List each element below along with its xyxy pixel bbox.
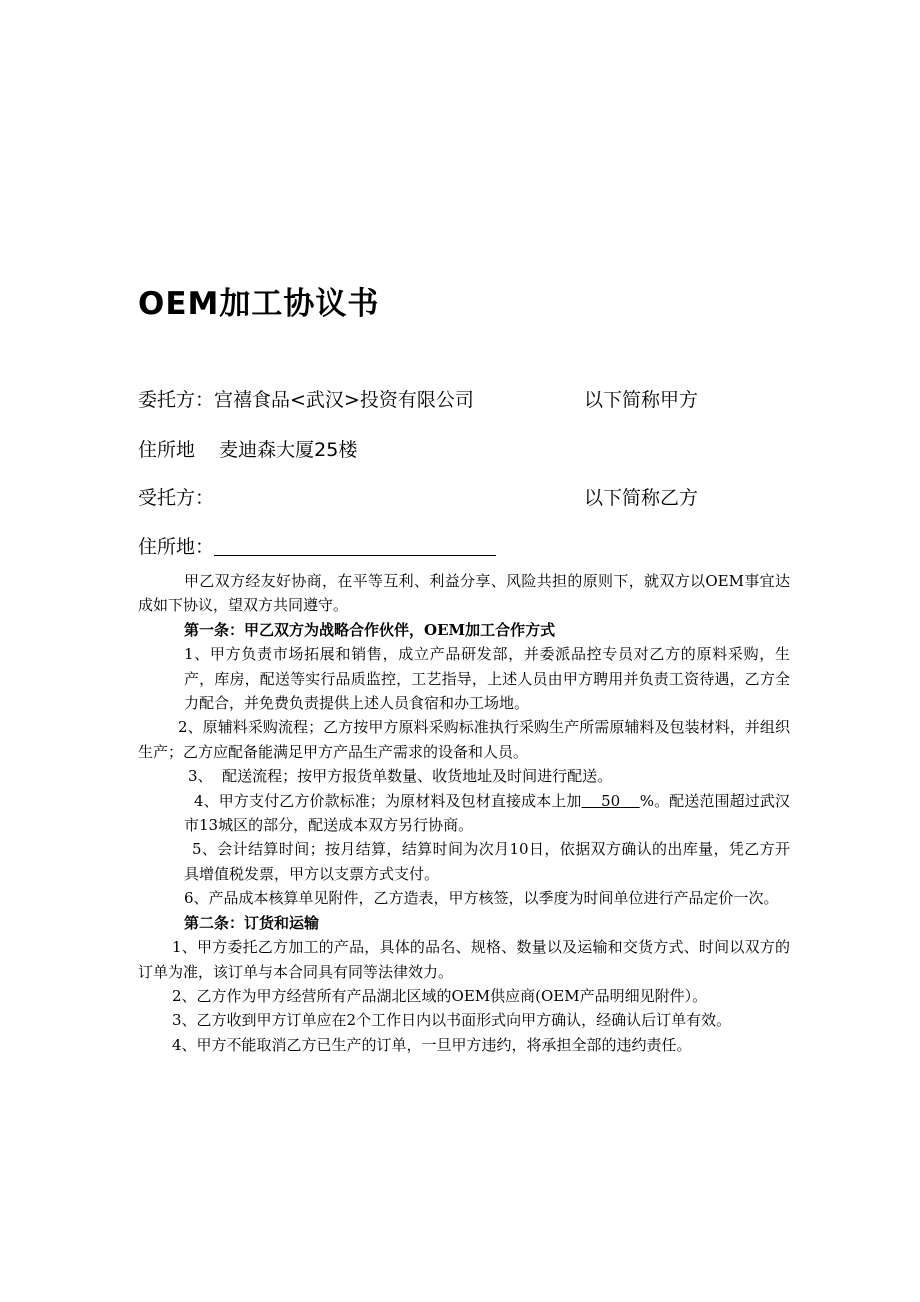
agreement-body [138, 569, 790, 1057]
article1-item1: 1、甲方负责市场拓展和销售，成立产品研发部，并委派品控专员对乙方的原料采购，生产，库房，配送等实行品质监控，工艺指导，上述人员由甲方聘用并负责工资待遇，乙方全力配合，并免费负责提供上述人员食宿和办工场地。 [184, 645, 790, 713]
article2-item4: 4、甲方不能取消乙方已生产的订单，一旦甲方违约，将承担全部的违约责任。 [172, 1035, 692, 1054]
article1-item6: 6、产品成本核算单见附件，乙方造表，甲方核签，以季度为时间单位进行产品定价一次。 [184, 889, 779, 908]
contractor-party-row [138, 484, 699, 512]
article2-item1: 1、甲方委托乙方加工的产品，具体的品名、规格、数量以及运输和交货方式、时间以双方的订单为准，该订单与本合同具有同等法律效力。 [138, 938, 790, 981]
document-title: OEM加工协议书 [138, 286, 380, 322]
article2-item3: 3、乙方收到甲方订单应在2个工作日内以书面形式向甲方确认，经确认后订单有效。 [172, 1011, 732, 1030]
contractor-address-label: 住所地： [138, 536, 215, 558]
article1-item4 [138, 789, 790, 838]
contractor-party-alias: 以下简称乙方 [584, 487, 699, 509]
client-party-row [138, 386, 699, 414]
article1-item5: 5、会计结算时间；按月结算，结算时间为次月10日，依据双方确认的出库量，凭乙方开具增值税发票，甲方以支票方式支付。 [184, 840, 790, 883]
article1-heading: 第一条：甲乙双方为战略合作伙伴，OEM加工合作方式 [184, 620, 556, 639]
intro-paragraph: 甲乙双方经友好协商，在平等互利、利益分享、风险共担的原则下，就双方以OEM事宜达成如下协议，望双方共同遵守。 [138, 572, 790, 615]
article2-heading: 第二条：订货和运输 [184, 913, 320, 932]
article1-item4-text-end: %。配送范围超过武汉市13城区的部分，配送成本双方另行协商。 [184, 791, 790, 835]
client-address-row [138, 436, 357, 464]
address-blank-line [214, 535, 496, 556]
client-address-label: 住所地 麦迪森大厦25楼 [138, 439, 358, 461]
markup-percent-value: 50 [581, 791, 640, 810]
article2-item2: 2、乙方作为甲方经营所有产品湖北区域的OEM供应商(OEM产品明细见附件）。 [172, 986, 708, 1005]
client-party-alias: 以下简称甲方 [584, 389, 699, 411]
client-party-label: 委托方：宫禧食品<武汉>投资有限公司 [138, 389, 474, 411]
contractor-party-label: 受托方： [138, 487, 215, 509]
article1-item2: 2、原辅料采购流程；乙方按甲方原料采购标准执行采购生产所需原辅料及包装材料，并组织生产；乙方应配备能满足甲方产品生产需求的设备和人员。 [138, 718, 790, 761]
article1-item4-text: 4、甲方支付乙方价款标准；为原材料及包材直接成本上加 [194, 791, 582, 810]
contractor-address-row [138, 533, 496, 561]
article1-item3: 3、 配送流程；按甲方报货单数量、收货地址及时间进行配送。 [188, 767, 613, 786]
